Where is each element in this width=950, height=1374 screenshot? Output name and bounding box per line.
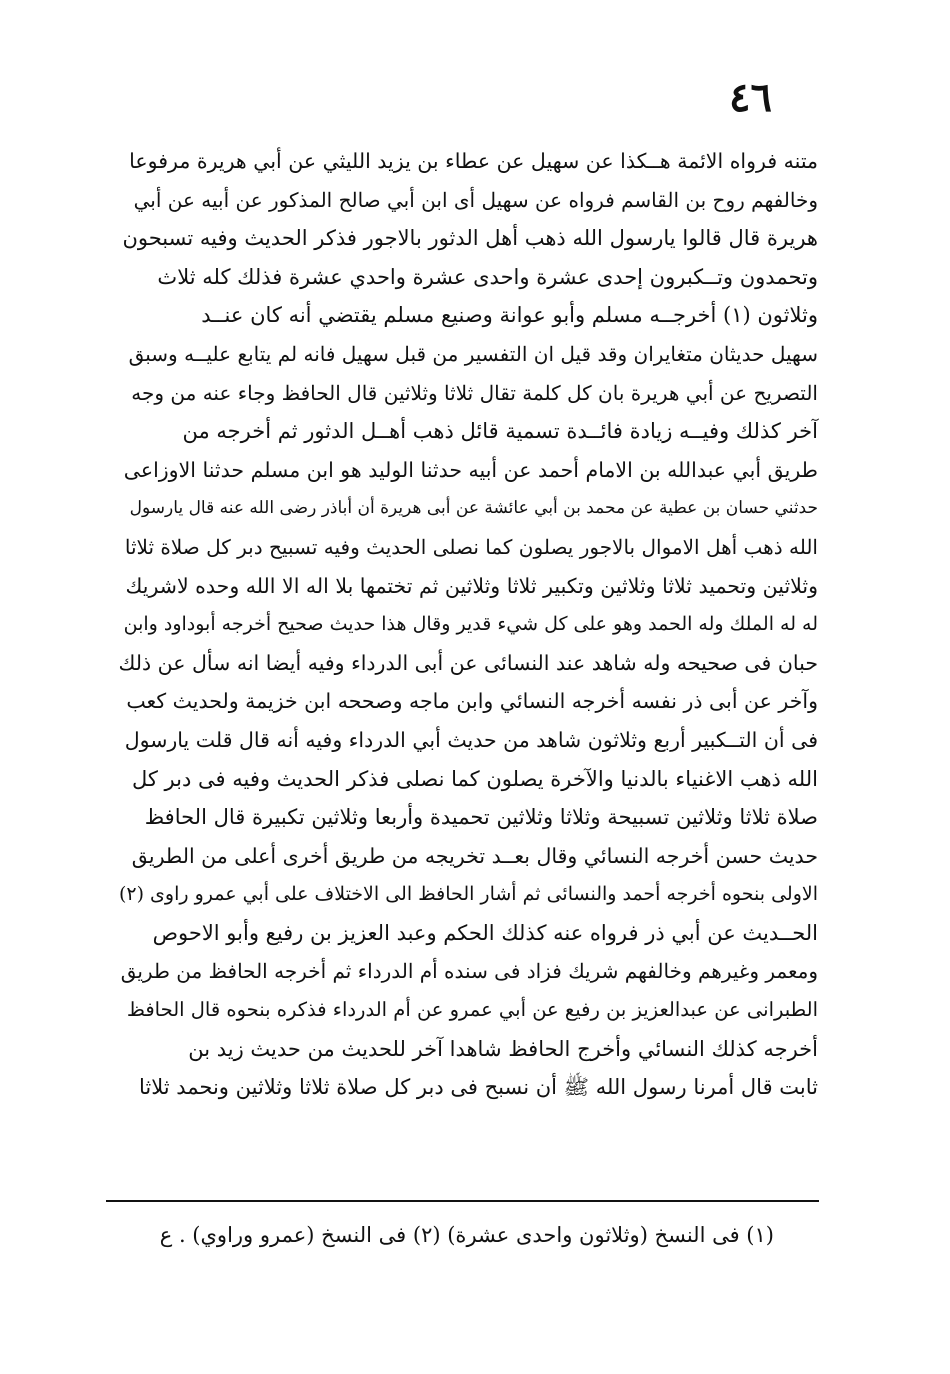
page-number: ٤٦ (729, 74, 772, 121)
main-text (118, 142, 818, 1107)
text-line: الطبرانى عن عبدالعزيز بن رفيع عن أبي عمرو عن أم الدرداء فذكره بنحوه قال الحافظ (126, 998, 818, 1022)
text-line: وآخر عن أبى ذر نفسه أخرجه النسائي وابن ماجه وصححه ابن خزيمة ولحديث كعب (126, 689, 818, 714)
text-line: حبان فى صحيحه وله شاهد عند النسائى عن أبى الدرداء وفيه أيضا انه سأل عن ذلك (118, 650, 818, 675)
text-line: الله ذهب الاغنياء بالدنيا والآخرة يصلون كما نصلى فذكر الحديث وفيه فى دبر كل (131, 766, 818, 791)
text-line: ثابت قال أمرنا رسول الله ﷺ أن نسبح فى دبر كل صلاة ثلاثا وثلاثين ونحمد ثلاثا (138, 1075, 818, 1100)
text-line: صلاة ثلاثا وثلاثين تسبيحة وثلاثا وثلاثين تحميدة وأربعا وثلاثين تكبيرة قال الحافظ (144, 805, 818, 830)
text-line: طريق أبي عبدالله بن الامام أحمد عن أبيه حدثنا الوليد هو ابن مسلم حدثنا الاوزاعى (123, 457, 818, 482)
text-line: سهيل حديثان متغايران وقد قيل ان التفسير من قبل سهيل فانه لم يتابع عليــه وسبق (128, 341, 818, 366)
text-line: ومعمر وغيرهم وخالفهم شريك فزاد فى سنده أم الدرداء ثم أخرجه الحافظ من طريق (120, 959, 818, 984)
text-line: هريرة قال قالوا يارسول الله ذهب أهل الدثور بالاجور فذكر الحديث وفيه تسبحون (122, 226, 818, 251)
text-line: وثلاثين وتحميد ثلاثا وثلاثين وتكبير ثلاثا وثلاثين ثم تختمها بلا اله الا الله وحده لاشريك (125, 573, 818, 598)
text-line: التصريح عن أبي هريرة بان كل كلمة تقال ثلاثا وثلاثين قال الحافظ وجاء عنه من وجه (131, 380, 818, 405)
text-line: متنه فرواه الائمة هــكذا عن سهيل عن عطاء بن يزيد الليثي عن أبي هريرة مرفوعا (129, 149, 818, 173)
footnote: (١) فى النسخ (وثلاثون واحدى عشرة) (٢) فى النسخ (عمرو وراوي) . ع (159, 1223, 774, 1247)
text-line: حديث حسن أخرجه النسائي وقال بعــد تخريجه من طريق أخرى أعلى من الطريق (131, 843, 818, 868)
text-line: الاولى بنحوه أخرجه أحمد والنسائى ثم أشار الحافظ الى الاختلاف على أبي عمرو راوى (٢) (118, 883, 818, 906)
text-line: آخر كذلك وفيــه زيادة فائــدة تسمية قائل ذهب أهــل الدثور ثم أخرجه من (182, 419, 818, 444)
text-line: حدثني حسان بن عطية عن محمد بن أبي عائشة عن أبى هريرة أن أباذر رضى الله عنه قال يارسول (129, 498, 818, 519)
text-line: وثلاثون (١) أخرجــه مسلم وأبو عوانة وصنيع مسلم يقتضي أنه كان عنــد (201, 303, 818, 328)
footnote-divider (106, 1200, 819, 1202)
text-line: فى أن التــكبير أربع وثلاثون شاهد من حديث أبي الدرداء وفيه أنه قال قلت يارسول (124, 727, 818, 752)
text-line: وتحمدون وتــكبرون إحدى عشرة واحدى عشرة واحدي عشرة فذلك كله ثلاث (157, 264, 818, 289)
text-line: أخرجه كذلك النسائي وأخرج الحافظ شاهدا آخر للحديث من حديث زيد بن (188, 1036, 818, 1061)
text-line: الله ذهب أهل الاموال بالاجور يصلون كما نصلى الحديث وفيه تسبيح دبر كل صلاة ثلاثا (124, 534, 818, 559)
text-line: وخالفهم روح بن القاسم فرواه عن سهيل أى ابن أبي صالح المذكور عن أبيه عن أبي (133, 187, 818, 212)
text-line: الحــديث عن أبي ذر فرواه عنه كذلك الحكم وعبد العزيز بن رفيع وأبو الاحوص (152, 920, 818, 945)
text-line: له له الملك وله الحمد وهو على كل شيء قدير وقال هذا حديث صحيح أخرجه أبوداود وابن (123, 613, 818, 636)
